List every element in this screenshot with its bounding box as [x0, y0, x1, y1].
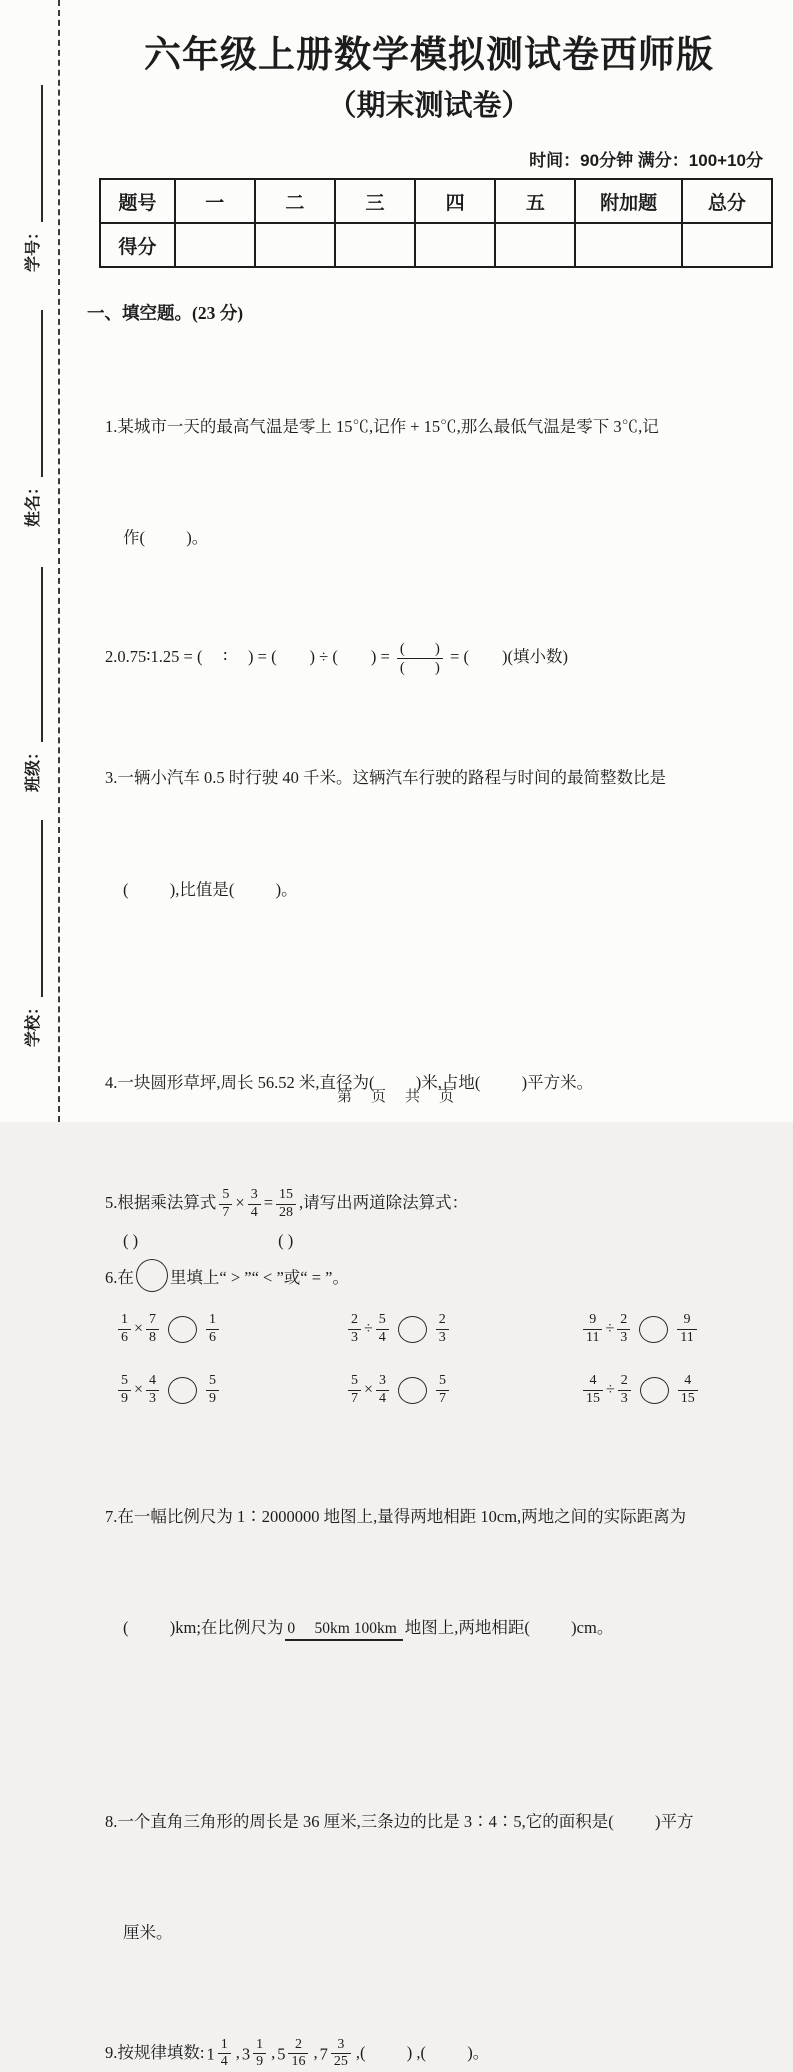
- score-cell: [682, 223, 772, 267]
- name-blank-line: [27, 310, 43, 477]
- school-blank-line: [27, 820, 43, 997]
- fraction: $\frac{9}{11}$: [583, 1312, 602, 1347]
- operator: ×: [134, 1380, 144, 1398]
- fraction: $\frac{1}{6}$: [206, 1312, 219, 1347]
- page-footer: 第 页 共 页: [336, 1088, 456, 1105]
- question-6-suffix: 里填上“ > ”“ < ”或“ = ”。: [169, 1268, 349, 1288]
- fraction: $\frac{3}{25}$: [331, 2037, 351, 2072]
- fraction: $\frac{7}{8}$: [146, 1312, 159, 1347]
- question-7-line1: 7.在一幅比例尺为 1∶2000000 地图上,量得两地相距 10cm,两地之间的实际距离为: [105, 1506, 687, 1526]
- score-cell: [335, 223, 415, 267]
- question-4: [85, 990, 773, 1176]
- question-3-line1: 3.一辆小汽车 0.5 时行驶 40 千米。这辆汽车行驶的路程与时间的最简整数比是: [105, 768, 666, 788]
- fraction: $\frac{5}{4}$: [376, 1312, 389, 1347]
- equals-sign: =: [263, 1192, 273, 1212]
- header-cell: 四: [415, 179, 495, 223]
- student-number-blank-line: [27, 85, 43, 222]
- mixed-number: 5 $\frac{2}{16}$: [277, 2034, 311, 2072]
- score-table-score-row: [100, 223, 772, 267]
- sidebar-field-name: [20, 310, 43, 527]
- separator: ,: [313, 2042, 318, 2062]
- header-cell: 五: [495, 179, 575, 223]
- question-2-prefix: 2.0.75∶1.25 = ( ∶ ) = ( ) ÷ ( ) =: [105, 647, 394, 667]
- question-1-line1: 1.某城市一天的最高气温是零上 15℃,记作 + 15℃,那么最低气温是零下 3℃,记: [105, 416, 659, 436]
- main-content: [85, 0, 773, 2072]
- question-8-line1: 8.一个直角三角形的周长是 36 厘米,三条边的比是 3∶4∶5,它的面积是( )平方: [105, 1811, 694, 1831]
- header-cell: 附加题: [575, 179, 681, 223]
- header-cell: 总分: [682, 179, 772, 223]
- question-8: [85, 1729, 773, 2026]
- comparison-item: [115, 1312, 345, 1347]
- fraction: $\frac{1}{6}$: [118, 1312, 131, 1347]
- fill-circle: [168, 1316, 197, 1343]
- question-6-comparisons: [85, 1312, 773, 1407]
- question-9: [85, 2034, 773, 2072]
- fraction: $\frac{4}{15}$: [583, 1373, 603, 1408]
- comparison-item: [115, 1373, 345, 1408]
- page-subtitle: （期末测试卷）: [327, 89, 531, 122]
- fraction: $\frac{2}{16}$: [288, 2037, 308, 2072]
- question-1-line2: 作( )。: [123, 528, 209, 548]
- exam-meta: 时间：90分钟 满分：100+10分: [529, 151, 763, 171]
- question-2: [85, 638, 773, 677]
- fill-circle: [136, 1259, 168, 1292]
- map-scale-bar: 0 50km 100km: [285, 1619, 402, 1641]
- operator: ×: [134, 1320, 144, 1338]
- question-1: [85, 333, 773, 630]
- class-blank-line: [27, 567, 43, 742]
- student-number-label: 学号：: [25, 223, 42, 272]
- fill-circle: [640, 1377, 669, 1404]
- question-3-line2: ( ),比值是( )。: [123, 879, 298, 899]
- multiply-operator: ×: [235, 1192, 245, 1212]
- header-cell: 二: [255, 179, 335, 223]
- header-cell: 一: [175, 179, 255, 223]
- question-5-suffix: ,请写出两道除法算式：: [299, 1192, 469, 1212]
- score-cell: [255, 223, 335, 267]
- fraction: $\frac{5}{9}$: [118, 1373, 131, 1408]
- fraction: $\frac{1}{4}$: [218, 2037, 231, 2072]
- sidebar-field-student-number: [20, 85, 43, 272]
- page-title: 六年级上册数学模拟测试卷西师版: [144, 34, 714, 75]
- score-cell: [575, 223, 681, 267]
- section-heading: 一、填空题。(23 分): [87, 303, 244, 324]
- operator: ÷: [605, 1320, 615, 1338]
- fill-circle: [639, 1316, 668, 1343]
- fill-circle: [398, 1316, 427, 1343]
- question-6-prefix: 6.在: [105, 1268, 134, 1288]
- answer-blank: ( ): [278, 1231, 294, 1251]
- question-6: [85, 1259, 773, 1296]
- header-cell: 三: [335, 179, 415, 223]
- fraction: $\frac{5}{9}$: [206, 1373, 219, 1408]
- question-2-suffix: = ( )(填小数): [445, 647, 568, 667]
- question-7-part2: 地图上,两地相距( )cm。: [404, 1618, 614, 1638]
- parenthesis-fraction: $\frac{( )}{( )}$: [397, 640, 443, 677]
- fraction: $\frac{15}{28}$: [276, 1187, 296, 1222]
- answer-blank: ( ): [123, 1231, 139, 1251]
- fraction: $\frac{2}{3}$: [436, 1312, 449, 1347]
- operator: ÷: [364, 1320, 373, 1338]
- fraction: $\frac{5}{7}$: [436, 1373, 449, 1408]
- question-7-line2: [105, 1609, 773, 1646]
- comparison-item: [345, 1373, 580, 1408]
- separator: ,: [271, 2042, 276, 2062]
- score-table-header-row: [100, 179, 772, 223]
- fold-dashed-line: [58, 0, 60, 1122]
- mixed-number: 1 $\frac{1}{4}$: [206, 2034, 233, 2072]
- comparison-item: [580, 1312, 773, 1347]
- question-7: [85, 1424, 773, 1721]
- fill-circle: [168, 1377, 197, 1404]
- comparison-item: [580, 1373, 773, 1408]
- fraction: $\frac{4}{15}$: [678, 1373, 698, 1408]
- school-label: 学校：: [25, 998, 42, 1047]
- comparison-item: [345, 1312, 580, 1347]
- question-8-line2: 厘米。: [123, 1923, 173, 1943]
- question-4-line1: 4.一块圆形草坪,周长 56.52 米,直径为( )米,占地( )平方米。: [105, 1073, 594, 1093]
- sidebar-field-class: [20, 567, 43, 792]
- fraction: $\frac{4}{3}$: [146, 1373, 159, 1408]
- header-cell: 题号: [100, 179, 175, 223]
- question-7-part1: ( )km;在比例尺为: [123, 1618, 284, 1638]
- question-5-prefix: 5.根据乘法算式: [105, 1192, 217, 1212]
- fraction: $\frac{1}{9}$: [253, 2037, 266, 2072]
- question-9-prefix: 9.按规律填数:: [105, 2042, 205, 2062]
- name-label: 姓名：: [25, 478, 42, 527]
- fraction: $\frac{3}{4}$: [376, 1373, 389, 1408]
- separator: ,: [235, 2042, 240, 2062]
- fraction: $\frac{3}{4}$: [248, 1187, 261, 1222]
- score-table: [99, 178, 773, 268]
- fraction: $\frac{2}{3}$: [617, 1312, 630, 1347]
- operator: ÷: [606, 1380, 615, 1398]
- score-label-cell: 得分: [100, 223, 175, 267]
- question-5: [85, 1184, 773, 1222]
- question-3: [85, 685, 773, 982]
- sidebar-field-school: [20, 820, 43, 1047]
- question-5-answer-blanks: [85, 1231, 773, 1251]
- score-cell: [175, 223, 255, 267]
- fraction: $\frac{9}{11}$: [677, 1312, 696, 1347]
- separator: ,: [355, 2042, 360, 2062]
- fraction: $\frac{2}{3}$: [618, 1373, 631, 1408]
- mixed-number: 3 $\frac{1}{9}$: [242, 2034, 269, 2072]
- operator: ×: [364, 1380, 374, 1398]
- class-label: 班级：: [25, 743, 42, 792]
- mixed-number: 7 $\frac{3}{25}$: [320, 2034, 354, 2072]
- fraction: $\frac{2}{3}$: [348, 1312, 361, 1347]
- score-cell: [495, 223, 575, 267]
- fill-circle: [398, 1377, 427, 1404]
- score-cell: [415, 223, 495, 267]
- fraction: $\frac{5}{7}$: [348, 1373, 361, 1408]
- fraction: $\frac{5}{7}$: [219, 1187, 232, 1222]
- question-9-tail: ( ) ,( )。: [359, 2042, 490, 2062]
